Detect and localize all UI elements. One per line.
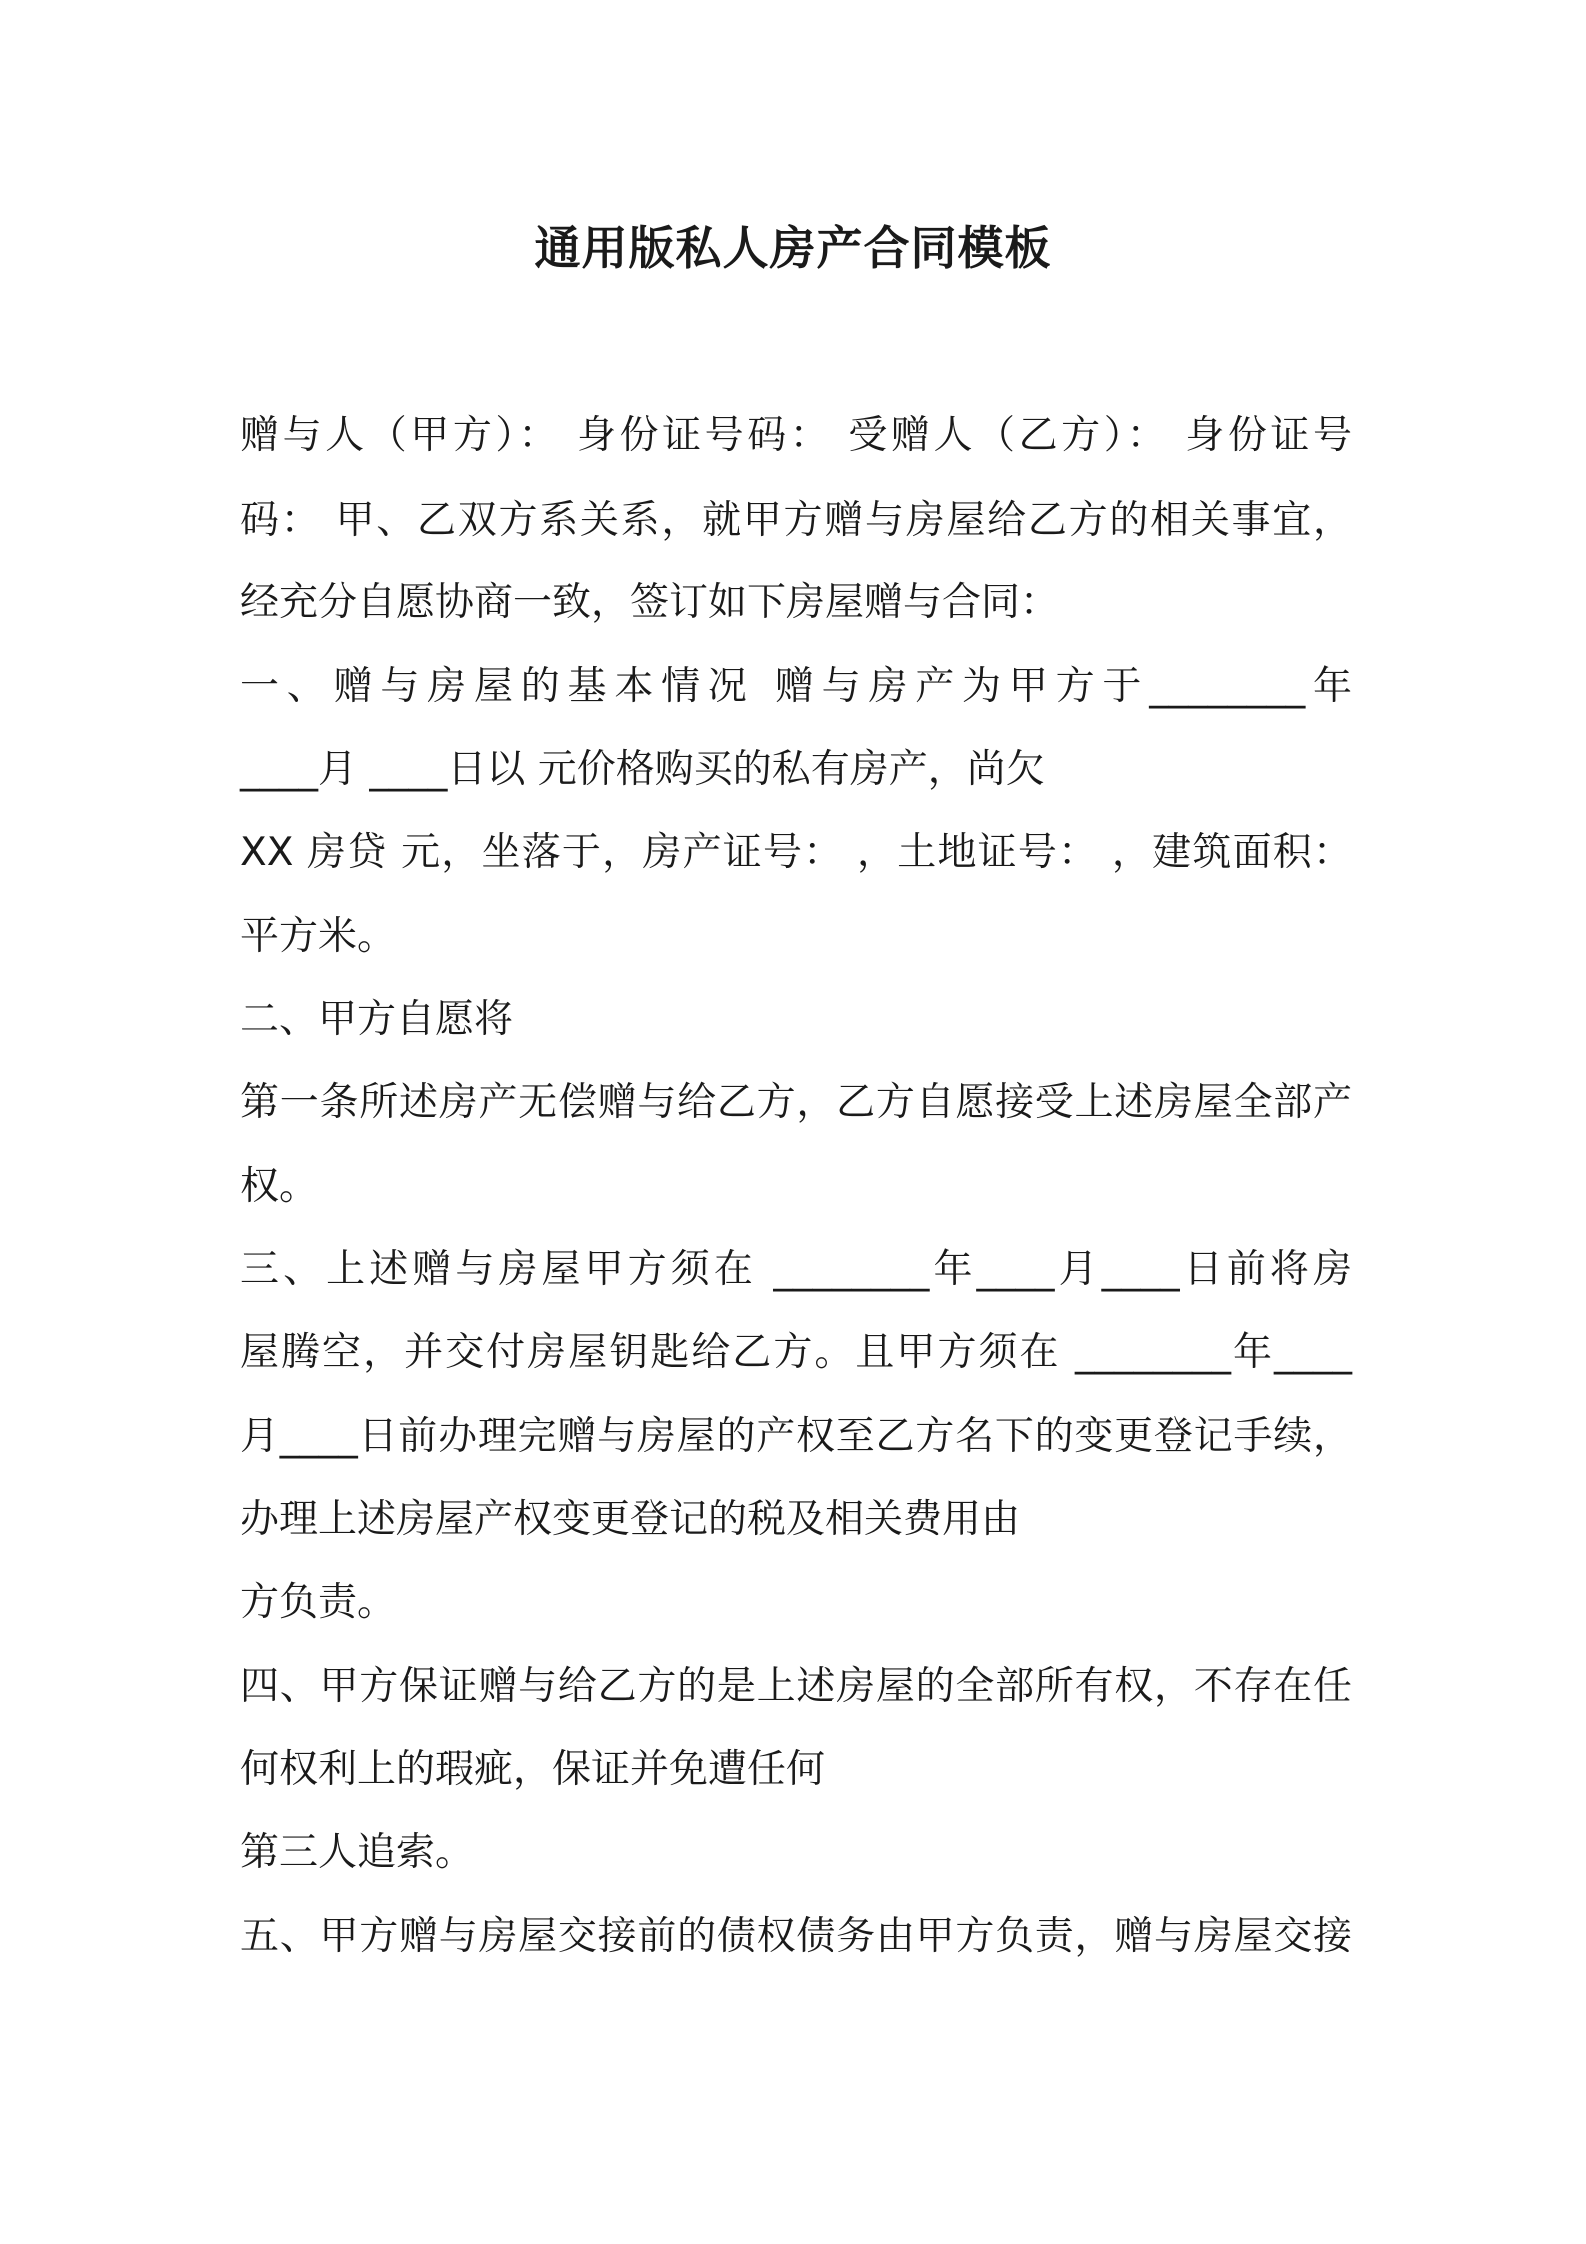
paragraph-line: 五、甲方赠与房屋交接前的债权债务由甲方负责，赠与房屋交接 [240,1914,1352,1959]
paragraph-line: 一、赠与房屋的基本情况 赠与房产为甲方于________年 [240,664,1352,709]
paragraph-line: 权。 [240,1164,319,1209]
paragraph-line: 屋腾空，并交付房屋钥匙给乙方。且甲方须在 ________年____ [240,1330,1352,1375]
paragraph-line: 赠与人（甲方）： 身份证号码： 受赠人（乙方）： 身份证号 [240,413,1352,458]
paragraph-line: 码： 甲、乙双方系关系，就甲方赠与房屋给乙方的相关事宜， [240,498,1352,543]
paragraph-line: 平方米。 [240,914,397,959]
paragraph-line: 第一条所述房产无偿赠与给乙方，乙方自愿接受上述房屋全部产 [240,1080,1352,1125]
paragraph-line: ____月 ____日以 元价格购买的私有房产，尚欠 [240,747,1045,792]
paragraph-line: 第三人追索。 [240,1830,475,1875]
section-heading: 二、甲方自愿将 [240,997,514,1042]
document-title: 通用版私人房产合同模板 [534,221,1052,275]
paragraph-line: 四、甲方保证赠与给乙方的是上述房屋的全部所有权，不存在任 [240,1664,1352,1709]
paragraph-line: 方负责。 [240,1580,397,1625]
paragraph-line: 何权利上的瑕疵，保证并免遭任何 [240,1747,826,1792]
paragraph-line: 三、上述赠与房屋甲方须在 ________年____月____日前将房 [240,1247,1352,1292]
paragraph-line: XX 房贷 元，坐落于，房产证号： ，土地证号： ，建筑面积： [240,830,1352,875]
paragraph-line: 经充分自愿协商一致，签订如下房屋赠与合同： [240,580,1060,625]
paragraph-line: 办理上述房屋产权变更登记的税及相关费用由 [240,1497,1021,1542]
paragraph-line: 月____日前办理完赠与房屋的产权至乙方名下的变更登记手续， [240,1414,1352,1459]
